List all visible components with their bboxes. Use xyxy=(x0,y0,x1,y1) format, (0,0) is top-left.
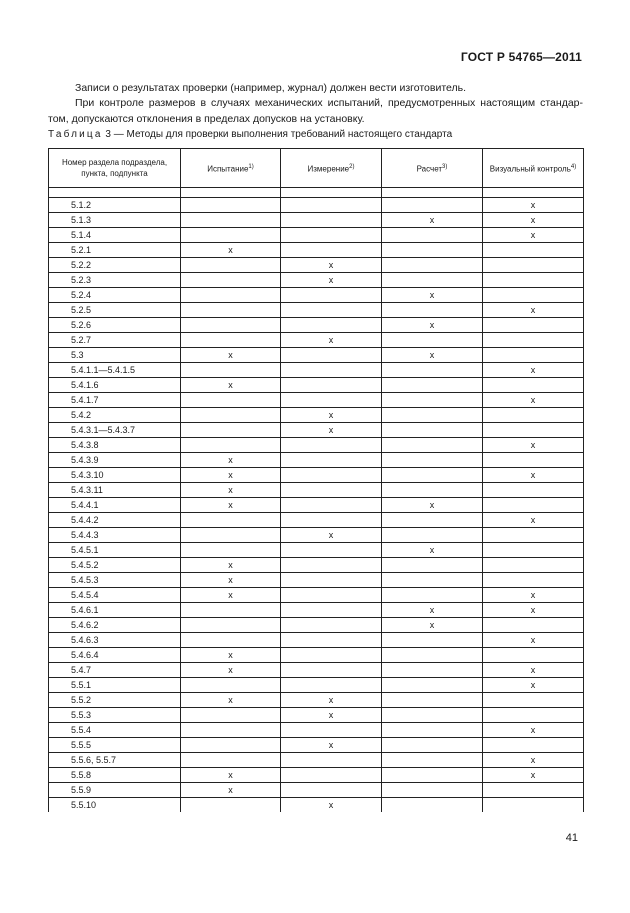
cell-visual xyxy=(483,243,584,258)
cell-calculation xyxy=(382,243,483,258)
cell-test: x xyxy=(181,483,281,498)
cell-test: x xyxy=(181,783,281,798)
cell-visual xyxy=(483,738,584,753)
column-header-visual-inspection: Визуальный контроль$^{4)}$ xyxy=(483,149,584,188)
cell-visual: x xyxy=(483,768,584,783)
cell-calculation xyxy=(382,558,483,573)
cell-calculation xyxy=(382,303,483,318)
cell-test xyxy=(181,738,281,753)
cell-visual xyxy=(483,483,584,498)
cell-visual xyxy=(483,273,584,288)
cell-calculation xyxy=(382,738,483,753)
cell-test: x xyxy=(181,498,281,513)
table-header-row xyxy=(49,149,584,188)
table-row xyxy=(49,513,584,528)
table-row xyxy=(49,783,584,798)
cell-test: x xyxy=(181,243,281,258)
cell-section: 5.5.5 xyxy=(49,738,181,753)
cell-visual: x xyxy=(483,393,584,408)
cell-test xyxy=(181,408,281,423)
cell-section: 5.4.5.1 xyxy=(49,543,181,558)
cell-measurement xyxy=(281,573,382,588)
cell-test xyxy=(181,213,281,228)
cell-test xyxy=(181,198,281,213)
cell-visual xyxy=(483,378,584,393)
cell-section: 5.2.6 xyxy=(49,318,181,333)
cell-calculation xyxy=(382,648,483,663)
cell-calculation xyxy=(382,708,483,723)
cell-section: 5.5.8 xyxy=(49,768,181,783)
cell-section: 5.4.3.11 xyxy=(49,483,181,498)
cell-test: x xyxy=(181,453,281,468)
cell-calculation xyxy=(382,378,483,393)
column-header-calculation: Расчет$^{3)}$ xyxy=(382,149,483,188)
cell-measurement xyxy=(281,243,382,258)
cell-measurement: x xyxy=(281,408,382,423)
verification-methods-table xyxy=(48,148,584,812)
cell-section: 5.4.1.7 xyxy=(49,393,181,408)
cell-visual: x xyxy=(483,678,584,693)
table-body xyxy=(49,188,584,813)
cell-section: 5.4.3.9 xyxy=(49,453,181,468)
cell-calculation xyxy=(382,768,483,783)
cell-section: 5.4.4.2 xyxy=(49,513,181,528)
table-caption-text: 3 — Методы для проверки выполнения требований настоящего стандарта xyxy=(102,129,453,140)
cell-measurement xyxy=(281,393,382,408)
table-row xyxy=(49,528,584,543)
cell-visual xyxy=(483,498,584,513)
cell-calculation: x xyxy=(382,498,483,513)
cell-calculation xyxy=(382,423,483,438)
table-row xyxy=(49,798,584,813)
cell-test xyxy=(181,798,281,813)
cell-visual: x xyxy=(483,363,584,378)
cell-section: 5.4.1.6 xyxy=(49,378,181,393)
table-row xyxy=(49,408,584,423)
page-number: 41 xyxy=(565,832,578,844)
cell-measurement xyxy=(281,543,382,558)
cell-section: 5.4.4.3 xyxy=(49,528,181,543)
cell-visual: x xyxy=(483,468,584,483)
table-row xyxy=(49,498,584,513)
cell-measurement: x xyxy=(281,423,382,438)
table-row xyxy=(49,228,584,243)
cell-section: 5.2.4 xyxy=(49,288,181,303)
cell-test: x xyxy=(181,768,281,783)
table-row xyxy=(49,603,584,618)
cell-visual: x xyxy=(483,213,584,228)
cell-visual xyxy=(483,648,584,663)
cell-calculation: x xyxy=(382,213,483,228)
column-header-measurement: Измерение$^{2)}$ xyxy=(281,149,382,188)
cell-visual: x xyxy=(483,198,584,213)
cell-test xyxy=(181,318,281,333)
cell-section: 5.4.3.10 xyxy=(49,468,181,483)
cell-visual xyxy=(483,708,584,723)
cell-visual: x xyxy=(483,513,584,528)
cell-calculation xyxy=(382,798,483,813)
cell-measurement xyxy=(281,663,382,678)
cell-measurement xyxy=(281,213,382,228)
table-row xyxy=(49,453,584,468)
cell-visual xyxy=(483,453,584,468)
cell-section: 5.4.3.8 xyxy=(49,438,181,453)
cell-measurement: x xyxy=(281,708,382,723)
cell-measurement: x xyxy=(281,693,382,708)
cell-calculation xyxy=(382,198,483,213)
cell-measurement: x xyxy=(281,798,382,813)
table-row xyxy=(49,483,584,498)
cell-calculation xyxy=(382,528,483,543)
cell-test xyxy=(181,228,281,243)
cell-calculation xyxy=(382,483,483,498)
cell-measurement xyxy=(281,648,382,663)
table-row xyxy=(49,393,584,408)
cell-calculation xyxy=(382,438,483,453)
cell-test xyxy=(181,618,281,633)
cell-measurement xyxy=(281,483,382,498)
cell-measurement xyxy=(281,618,382,633)
table-row xyxy=(49,273,584,288)
cell-visual xyxy=(483,783,584,798)
cell-visual xyxy=(483,573,584,588)
cell-test: x xyxy=(181,573,281,588)
table-row xyxy=(49,258,584,273)
cell-measurement xyxy=(281,498,382,513)
cell-visual xyxy=(483,408,584,423)
cell-test xyxy=(181,363,281,378)
table-row xyxy=(49,423,584,438)
table-row xyxy=(49,753,584,768)
cell-section: 5.3 xyxy=(49,348,181,363)
cell-calculation: x xyxy=(382,603,483,618)
table-row xyxy=(49,198,584,213)
cell-test xyxy=(181,333,281,348)
paragraph-tolerances: При контроле размеров в случаях механических испытаний, предусмотренных настоящим стандар-том, допускаются отклонения в пределах допусков на установку. xyxy=(48,97,583,125)
column-header-section: Номер раздела подраздела, пункта, подпункта xyxy=(49,149,181,188)
table-row xyxy=(49,618,584,633)
cell-calculation xyxy=(382,273,483,288)
table-row xyxy=(49,663,584,678)
cell-calculation xyxy=(382,228,483,243)
paragraph-records: Записи о результатах проверки (например, журнал) должен вести изготовитель. xyxy=(75,82,467,94)
cell-visual: x xyxy=(483,303,584,318)
cell-measurement xyxy=(281,558,382,573)
cell-calculation: x xyxy=(382,288,483,303)
cell-visual xyxy=(483,423,584,438)
cell-measurement xyxy=(281,753,382,768)
table-row xyxy=(49,438,584,453)
cell-section: 5.4.6.1 xyxy=(49,603,181,618)
cell-calculation xyxy=(382,678,483,693)
cell-section: 5.4.1.1—5.4.1.5 xyxy=(49,363,181,378)
cell-section: 5.4.6.2 xyxy=(49,618,181,633)
cell-visual xyxy=(483,188,584,198)
cell-measurement: x xyxy=(281,333,382,348)
cell-visual xyxy=(483,558,584,573)
cell-calculation xyxy=(382,723,483,738)
cell-test xyxy=(181,543,281,558)
cell-section: 5.2.7 xyxy=(49,333,181,348)
cell-test: x xyxy=(181,693,281,708)
cell-measurement xyxy=(281,768,382,783)
cell-section: 5.4.6.4 xyxy=(49,648,181,663)
cell-section: 5.4.5.4 xyxy=(49,588,181,603)
table-row xyxy=(49,378,584,393)
cell-test xyxy=(181,303,281,318)
cell-section: 5.4.5.3 xyxy=(49,573,181,588)
cell-section: 5.5.4 xyxy=(49,723,181,738)
cell-section: 5.2.5 xyxy=(49,303,181,318)
cell-visual xyxy=(483,288,584,303)
cell-visual xyxy=(483,258,584,273)
cell-section: 5.5.3 xyxy=(49,708,181,723)
cell-test xyxy=(181,708,281,723)
cell-section: 5.1.4 xyxy=(49,228,181,243)
table-row xyxy=(49,633,584,648)
cell-visual: x xyxy=(483,228,584,243)
cell-visual xyxy=(483,348,584,363)
cell-calculation xyxy=(382,393,483,408)
cell-calculation xyxy=(382,588,483,603)
cell-visual: x xyxy=(483,438,584,453)
cell-section: 5.4.2 xyxy=(49,408,181,423)
cell-test: x xyxy=(181,588,281,603)
table-row xyxy=(49,348,584,363)
table-row xyxy=(49,708,584,723)
column-header-test: Испытание$^{1)}$ xyxy=(181,149,281,188)
document-code: ГОСТ Р 54765—2011 xyxy=(460,50,582,64)
cell-calculation xyxy=(382,408,483,423)
cell-visual: x xyxy=(483,663,584,678)
cell-section: 5.5.9 xyxy=(49,783,181,798)
cell-measurement xyxy=(281,783,382,798)
cell-calculation xyxy=(382,513,483,528)
table-row xyxy=(49,363,584,378)
cell-visual xyxy=(483,798,584,813)
cell-visual xyxy=(483,318,584,333)
cell-measurement xyxy=(281,363,382,378)
table-row xyxy=(49,738,584,753)
cell-measurement: x xyxy=(281,738,382,753)
cell-test: x xyxy=(181,378,281,393)
cell-test: x xyxy=(181,348,281,363)
cell-measurement xyxy=(281,678,382,693)
cell-measurement xyxy=(281,348,382,363)
cell-measurement xyxy=(281,723,382,738)
cell-calculation: x xyxy=(382,348,483,363)
cell-test xyxy=(181,633,281,648)
cell-calculation xyxy=(382,783,483,798)
table-row xyxy=(49,213,584,228)
cell-calculation: x xyxy=(382,318,483,333)
table-row xyxy=(49,288,584,303)
cell-calculation xyxy=(382,333,483,348)
cell-test: x xyxy=(181,558,281,573)
cell-measurement xyxy=(281,378,382,393)
cell-test xyxy=(181,393,281,408)
cell-measurement xyxy=(281,513,382,528)
cell-section: 5.2.1 xyxy=(49,243,181,258)
cell-section: 5.5.6, 5.5.7 xyxy=(49,753,181,768)
cell-test xyxy=(181,723,281,738)
cell-calculation xyxy=(382,693,483,708)
cell-calculation xyxy=(382,258,483,273)
cell-measurement xyxy=(281,588,382,603)
cell-measurement xyxy=(281,603,382,618)
table-caption-label: Таблица xyxy=(48,129,103,140)
cell-calculation xyxy=(382,363,483,378)
table-row xyxy=(49,588,584,603)
cell-measurement: x xyxy=(281,273,382,288)
table-row xyxy=(49,678,584,693)
cell-calculation xyxy=(382,188,483,198)
cell-test xyxy=(181,528,281,543)
cell-section: 5.5.10 xyxy=(49,798,181,813)
cell-section: 5.1.3 xyxy=(49,213,181,228)
cell-measurement xyxy=(281,198,382,213)
table-row xyxy=(49,693,584,708)
cell-measurement xyxy=(281,228,382,243)
cell-measurement: x xyxy=(281,528,382,543)
cell-test xyxy=(181,753,281,768)
cell-test xyxy=(181,513,281,528)
cell-measurement xyxy=(281,318,382,333)
table-row xyxy=(49,768,584,783)
table-row xyxy=(49,543,584,558)
cell-measurement xyxy=(281,303,382,318)
cell-visual: x xyxy=(483,603,584,618)
table-row xyxy=(49,243,584,258)
cell-test xyxy=(181,423,281,438)
cell-visual: x xyxy=(483,588,584,603)
cell-calculation xyxy=(382,753,483,768)
cell-test: x xyxy=(181,663,281,678)
cell-section: 5.2.3 xyxy=(49,273,181,288)
cell-section: 5.4.5.2 xyxy=(49,558,181,573)
cell-test xyxy=(181,188,281,198)
cell-calculation: x xyxy=(382,618,483,633)
cell-section xyxy=(49,188,181,198)
cell-test xyxy=(181,678,281,693)
cell-calculation xyxy=(382,468,483,483)
cell-visual xyxy=(483,543,584,558)
cell-test xyxy=(181,438,281,453)
cell-calculation xyxy=(382,573,483,588)
cell-measurement xyxy=(281,468,382,483)
table-row xyxy=(49,188,584,198)
cell-section: 5.4.4.1 xyxy=(49,498,181,513)
cell-test: x xyxy=(181,648,281,663)
cell-test xyxy=(181,273,281,288)
table-row xyxy=(49,648,584,663)
cell-visual xyxy=(483,333,584,348)
table-caption xyxy=(48,129,452,140)
table-row xyxy=(49,303,584,318)
cell-section: 5.5.1 xyxy=(49,678,181,693)
cell-section: 5.5.2 xyxy=(49,693,181,708)
table-row xyxy=(49,333,584,348)
table-row xyxy=(49,468,584,483)
cell-section: 5.4.6.3 xyxy=(49,633,181,648)
cell-calculation xyxy=(382,633,483,648)
cell-measurement: x xyxy=(281,258,382,273)
table-row xyxy=(49,558,584,573)
table-row xyxy=(49,723,584,738)
cell-measurement xyxy=(281,438,382,453)
cell-test xyxy=(181,288,281,303)
cell-visual: x xyxy=(483,753,584,768)
cell-test xyxy=(181,258,281,273)
cell-test: x xyxy=(181,468,281,483)
cell-visual xyxy=(483,528,584,543)
cell-measurement xyxy=(281,288,382,303)
cell-calculation xyxy=(382,663,483,678)
cell-calculation xyxy=(382,453,483,468)
cell-measurement xyxy=(281,633,382,648)
cell-measurement xyxy=(281,453,382,468)
cell-measurement xyxy=(281,188,382,198)
cell-visual: x xyxy=(483,633,584,648)
cell-section: 5.4.7 xyxy=(49,663,181,678)
cell-visual xyxy=(483,618,584,633)
cell-calculation: x xyxy=(382,543,483,558)
cell-section: 5.1.2 xyxy=(49,198,181,213)
table-row xyxy=(49,318,584,333)
cell-section: 5.4.3.1—5.4.3.7 xyxy=(49,423,181,438)
cell-visual xyxy=(483,693,584,708)
table-row xyxy=(49,573,584,588)
cell-test xyxy=(181,603,281,618)
cell-section: 5.2.2 xyxy=(49,258,181,273)
cell-visual: x xyxy=(483,723,584,738)
